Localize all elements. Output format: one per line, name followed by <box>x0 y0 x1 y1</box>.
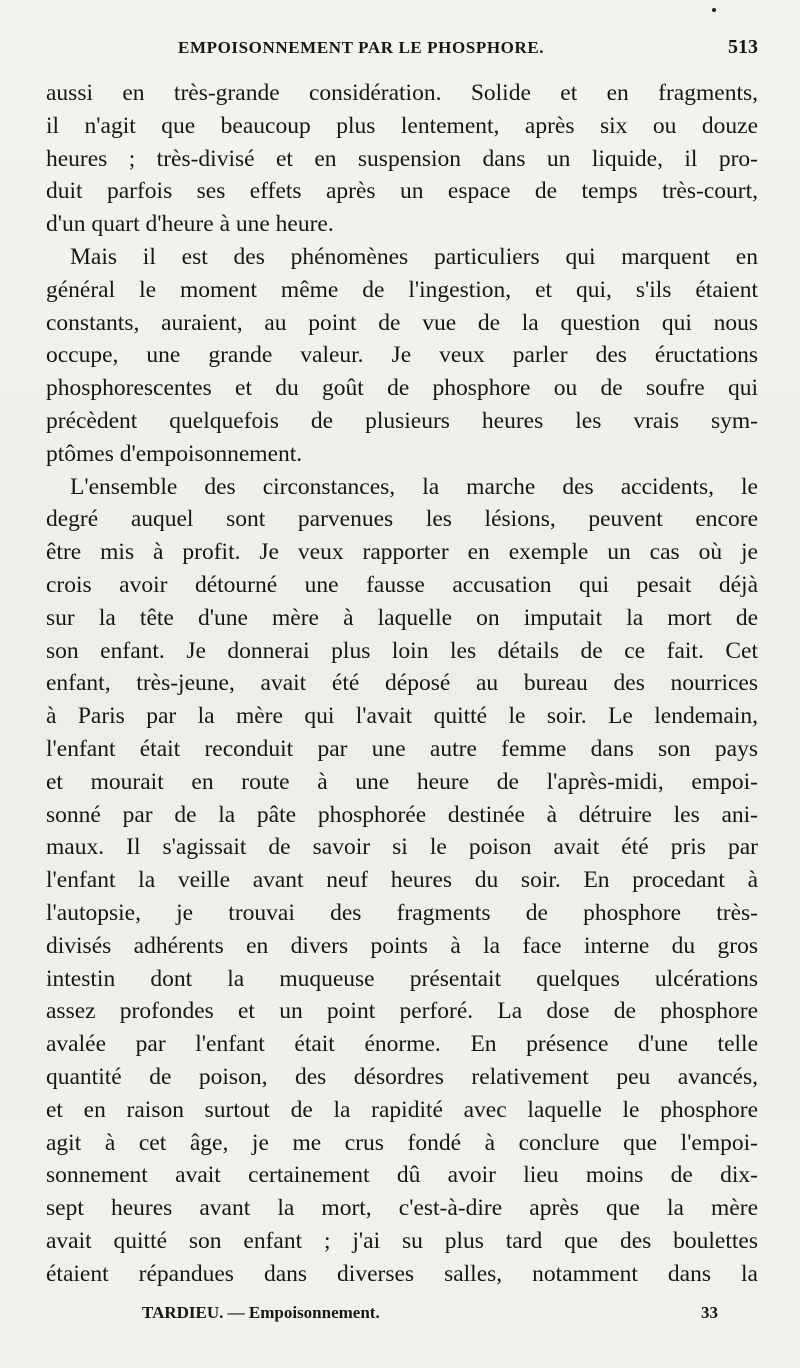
text-line: constants, auraient, au point de vue de la question qui nous <box>46 309 758 336</box>
text-line: et en raison surtout de la rapidité avec laquelle le phosphore <box>46 1096 758 1123</box>
text-line: enfant, très-jeune, avait été déposé au bureau des nourrices <box>46 670 758 697</box>
text-line: agit à cet âge, je me crus fondé à conclure que l'empoi- <box>46 1129 758 1156</box>
text-line: son enfant. Je donnerai plus loin les détails de ce fait. Cet <box>46 637 758 664</box>
text-line: assez profondes et un point perforé. La dose de phosphore <box>46 998 758 1025</box>
page-footer <box>50 1303 758 1327</box>
text-line: sonnement avait certainement dû avoir lieu moins de dix- <box>46 1162 758 1189</box>
body-text <box>46 77 758 1290</box>
running-head-title: EMPOISONNEMENT PAR LE PHOSPHORE. <box>178 38 545 57</box>
sheet-number: 33 <box>701 1303 718 1322</box>
text-line: sur la tête d'une mère à laquelle on imputait la mort de <box>46 604 758 631</box>
text-line: avalée par l'enfant était énorme. En présence d'une telle <box>46 1031 758 1058</box>
text-line: l'enfant la veille avant neuf heures du soir. En procedant à <box>46 867 758 894</box>
text-line: duit parfois ses effets après un espace de temps très-court, <box>46 178 758 205</box>
text-line: intestin dont la muqueuse présentait quelques ulcérations <box>46 965 758 992</box>
text-line: aussi en très-grande considération. Solide et en fragments, <box>46 80 758 106</box>
text-line: occupe, une grande valeur. Je veux parler des éructations <box>46 342 758 369</box>
text-line: d'un quart d'heure à une heure. <box>46 211 334 238</box>
text-line: phosphorescentes et du goût de phosphore ou de soufre qui <box>46 375 758 402</box>
text-line: l'enfant était reconduit par une autre femme dans son pays <box>46 735 758 762</box>
text-line: divisés adhérents en divers points à la face interne du gros <box>46 932 758 959</box>
text-line: étaient répandues dans diverses salles, notamment dans la <box>46 1260 758 1287</box>
text-line: il n'agit que beaucoup plus lentement, après six ou douze <box>46 112 758 139</box>
text-line: ptômes d'empoisonnement. <box>46 440 303 467</box>
text-line: et mourait en route à une heure de l'après-midi, empoi- <box>46 768 758 795</box>
text-line: être mis à profit. Je veux rapporter en exemple un cas où je <box>46 539 758 566</box>
text-line: crois avoir détourné une fausse accusation qui pesait déjà <box>46 571 758 598</box>
text-line: général le moment même de l'ingestion, et qui, s'ils étaient <box>46 276 758 303</box>
text-line: à Paris par la mère qui l'avait quitté le soir. Le lendemain, <box>46 703 758 730</box>
footer-signature: TARDIEU. — Empoisonnement. <box>142 1303 380 1322</box>
text-line: précèdent quelquefois de plusieurs heures les vrais sym- <box>46 407 758 434</box>
text-line: sept heures avant la mort, c'est-à-dire après que la mère <box>46 1195 758 1222</box>
text-line: sonné par de la pâte phosphorée destinée à détruire les ani- <box>46 801 758 828</box>
text-line: L'ensemble des circonstances, la marche des accidents, le <box>70 473 758 500</box>
text-line: Mais il est des phénomènes particuliers qui marquent en <box>70 243 758 270</box>
text-line: degré auquel sont parvenues les lésions, peuvent encore <box>46 506 758 533</box>
text-line: maux. Il s'agissait de savoir si le poison avait été pris par <box>46 834 758 861</box>
ink-speck <box>712 8 716 12</box>
text-line: quantité de poison, des désordres relativement peu avancés, <box>46 1063 758 1090</box>
running-head <box>50 38 758 62</box>
text-line: heures ; très-divisé et en suspension dans un liquide, il pro- <box>46 145 758 172</box>
page-number: 513 <box>728 36 758 58</box>
text-line: avait quitté son enfant ; j'ai su plus tard que des boulettes <box>46 1227 758 1254</box>
text-line: l'autopsie, je trouvai des fragments de phosphore très- <box>46 899 758 926</box>
